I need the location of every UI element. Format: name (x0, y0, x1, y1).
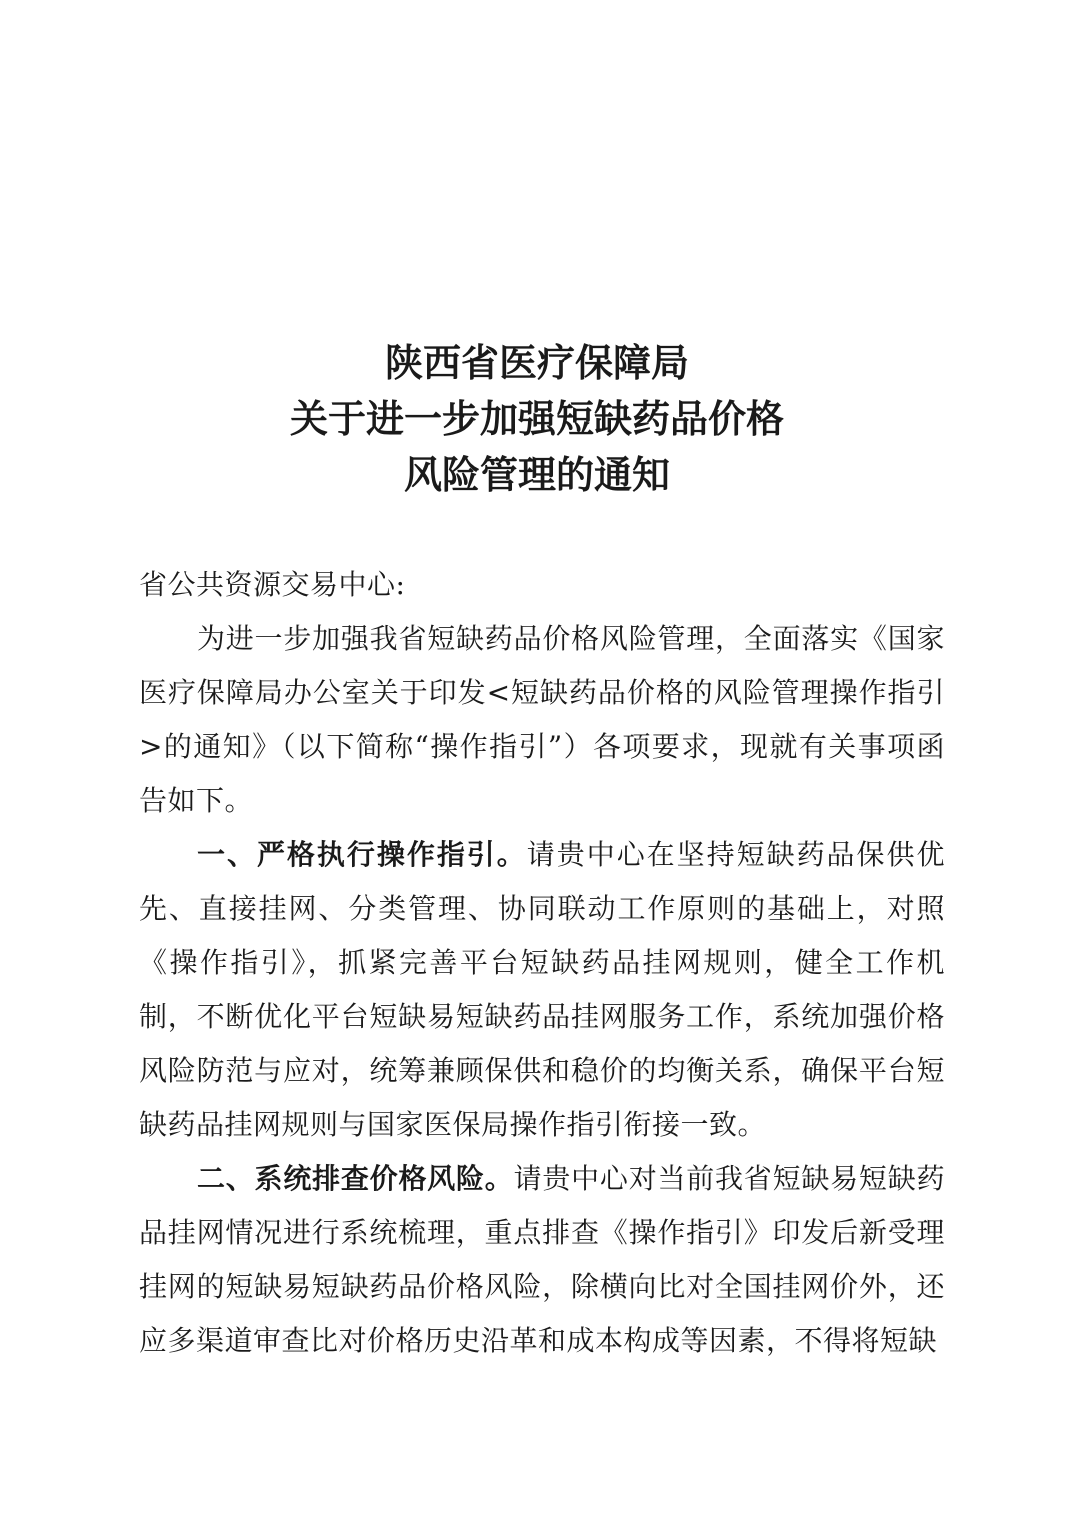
document-title-line-2: 关于进一步加强短缺药品价格 (289, 396, 784, 441)
paragraph-section-2 (139, 1152, 945, 1368)
section-1-heading: 一、严格执行操作指引。 (197, 838, 527, 871)
document-title-line-3: 风险管理的通知 (403, 452, 670, 497)
section-2-heading: 二、系统排查价格风险。 (197, 1162, 514, 1195)
section-1-text: 请贵中心在坚持短缺药品保供优先、直接挂网、分类管理、协同联动工作原则的基础上，对照《操作指引》，抓紧完善平台短缺药品挂网规则，健全工作机制，不断优化平台短缺易短缺药品挂网服务工作，系统加强价格风险防范与应对，统筹兼顾保供和稳价的均衡关系，确保平台短缺药品挂网规则与国家医保局操作指引衔接一致。 (139, 838, 945, 1141)
addressee: 省公共资源交易中心: (139, 568, 406, 601)
paragraph-section-1 (139, 828, 945, 1152)
paragraph-intro (139, 612, 945, 828)
paragraph-intro-text: 为进一步加强我省短缺药品价格风险管理，全面落实《国家医疗保障局办公室关于印发<短缺药品价格的风险管理操作指引>的通知》（以下简称“操作指引”）各项要求，现就有关事项函告如下。 (139, 622, 945, 817)
document-title-line-1: 陕西省医疗保障局 (384, 340, 689, 385)
section-2-text: 请贵中心对当前我省短缺易短缺药品挂网情况进行系统梳理，重点排查《操作指引》印发后新受理挂网的短缺易短缺药品价格风险，除横向比对全国挂网价外，还应多渠道审查比对价格历史沿革和成本构成等因素，不得将短缺 (139, 1162, 945, 1357)
